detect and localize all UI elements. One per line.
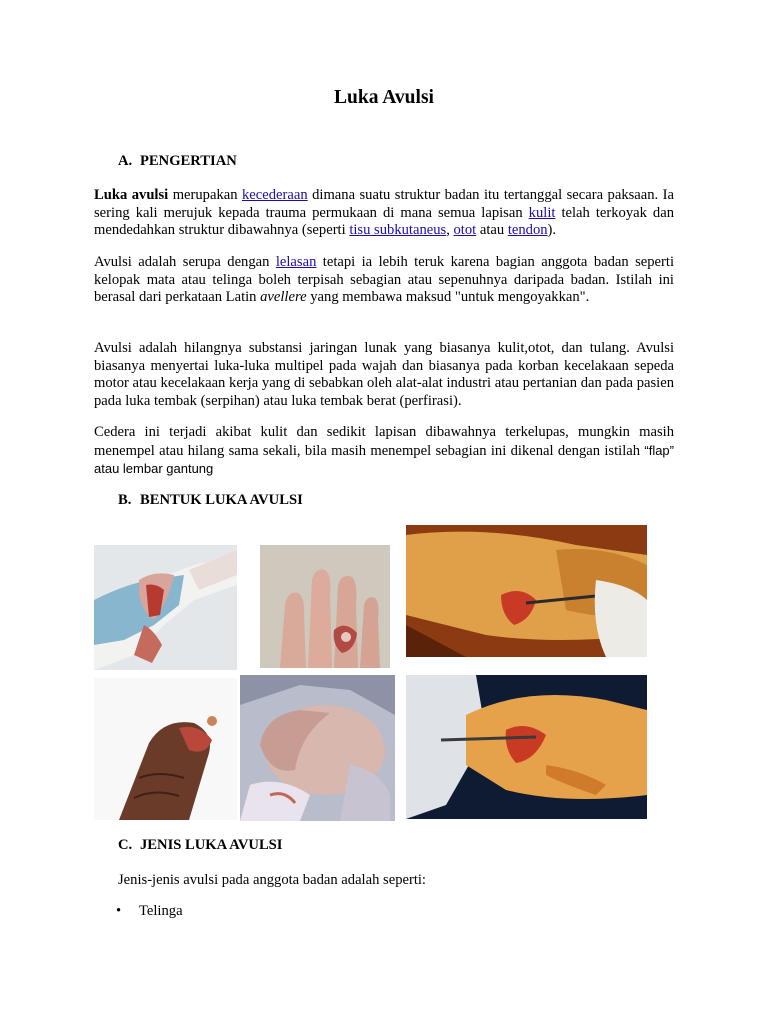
link-tendon[interactable]: tendon: [507, 222, 548, 238]
paragraph-definition: [94, 187, 674, 240]
link-kecederaan[interactable]: kecederaan: [242, 187, 308, 203]
section-title: JENIS LUKA AVULSI: [140, 837, 283, 853]
text-run: ,: [446, 222, 454, 238]
paragraph-comparison: [94, 254, 674, 307]
section-number: C.: [118, 837, 133, 853]
text-run: ).: [547, 222, 557, 238]
photo-fingertip-avulsion: [94, 678, 237, 820]
link-kulit[interactable]: kulit: [528, 204, 556, 221]
section-heading-pengertian: [118, 153, 237, 170]
photo-surgery-forearm-bottom: [406, 675, 647, 819]
italic-term: avellere: [260, 289, 307, 305]
section-title: PENGERTIAN: [140, 153, 237, 169]
photo-finger-avulsion: [260, 545, 390, 668]
section-number: A.: [118, 153, 133, 169]
text-run: Avulsi adalah serupa dengan: [94, 254, 276, 270]
list-item: [116, 903, 183, 920]
text-run: dimana suatu struktur badan itu tertanggal secara paksaan. Ia sering kali merujuk kepada trauma permukaan di mana semua lapisan: [94, 187, 674, 221]
text-run: Cedera ini terjadi akibat kulit dan sedikit lapisan dibawahnya terkelupas, mungkin masih menempel atau hilang sama sekali, bila masih menempel sebagian ini dikenal dengan istilah: [94, 424, 674, 459]
page-title: Luka Avulsi: [334, 87, 434, 108]
link-lelasan[interactable]: lelasan: [275, 254, 317, 270]
text-run: yang membawa maksud "untuk mengoyakkan".: [306, 289, 590, 305]
link-tisu-subkutaneus[interactable]: tisu subkutaneus: [349, 222, 447, 238]
paragraph-types-intro: Jenis-jenis avulsi pada anggota badan adalah seperti:: [118, 872, 426, 888]
bold-term: Luka avulsi: [94, 187, 169, 203]
text-run: atau: [476, 222, 508, 238]
list-item-text: Telinga: [139, 903, 183, 919]
text-run: merupakan: [168, 187, 242, 203]
section-number: B.: [118, 492, 132, 508]
photo-degloving-avulsion: [240, 675, 395, 821]
text-run: telah terkoyak dan mendedahkan struktur dibawahnya (seperti: [94, 204, 674, 238]
paragraph-cause: [94, 424, 674, 479]
photo-wrist-avulsion: [94, 545, 237, 670]
section-heading-jenis: [118, 837, 282, 854]
text-run: tetapi ia lebih teruk karena bagian anggota badan seperti kelopak mata atau telinga boleh terpisah sebagian atau sepenuhnya daripada badan. Istilah ini berasal dari perkataan Latin: [94, 254, 674, 305]
flap-term: “flap” atau lembar gantung: [94, 442, 674, 476]
section-heading-bentuk: [118, 492, 303, 509]
bullet-dot: •: [116, 903, 122, 919]
section-title: BENTUK LUKA AVULSI: [140, 492, 303, 508]
photo-surgery-forearm-top: [406, 525, 647, 657]
paragraph-description: Avulsi adalah hilangnya substansi jaringan lunak yang biasanya kulit,otot, dan tulang. Avulsi biasanya menyertai luka-luka multipel pada wajah dan biasanya pada korban kecelakaan sepeda motor atau kecelakaan kerja yang di sebabkan oleh alat-alat industri atau pertanian dan pada pasien pada luka tembak (serpihan) atau luka tembak berat (perfirasi).: [94, 340, 674, 409]
link-otot[interactable]: otot: [453, 222, 477, 238]
